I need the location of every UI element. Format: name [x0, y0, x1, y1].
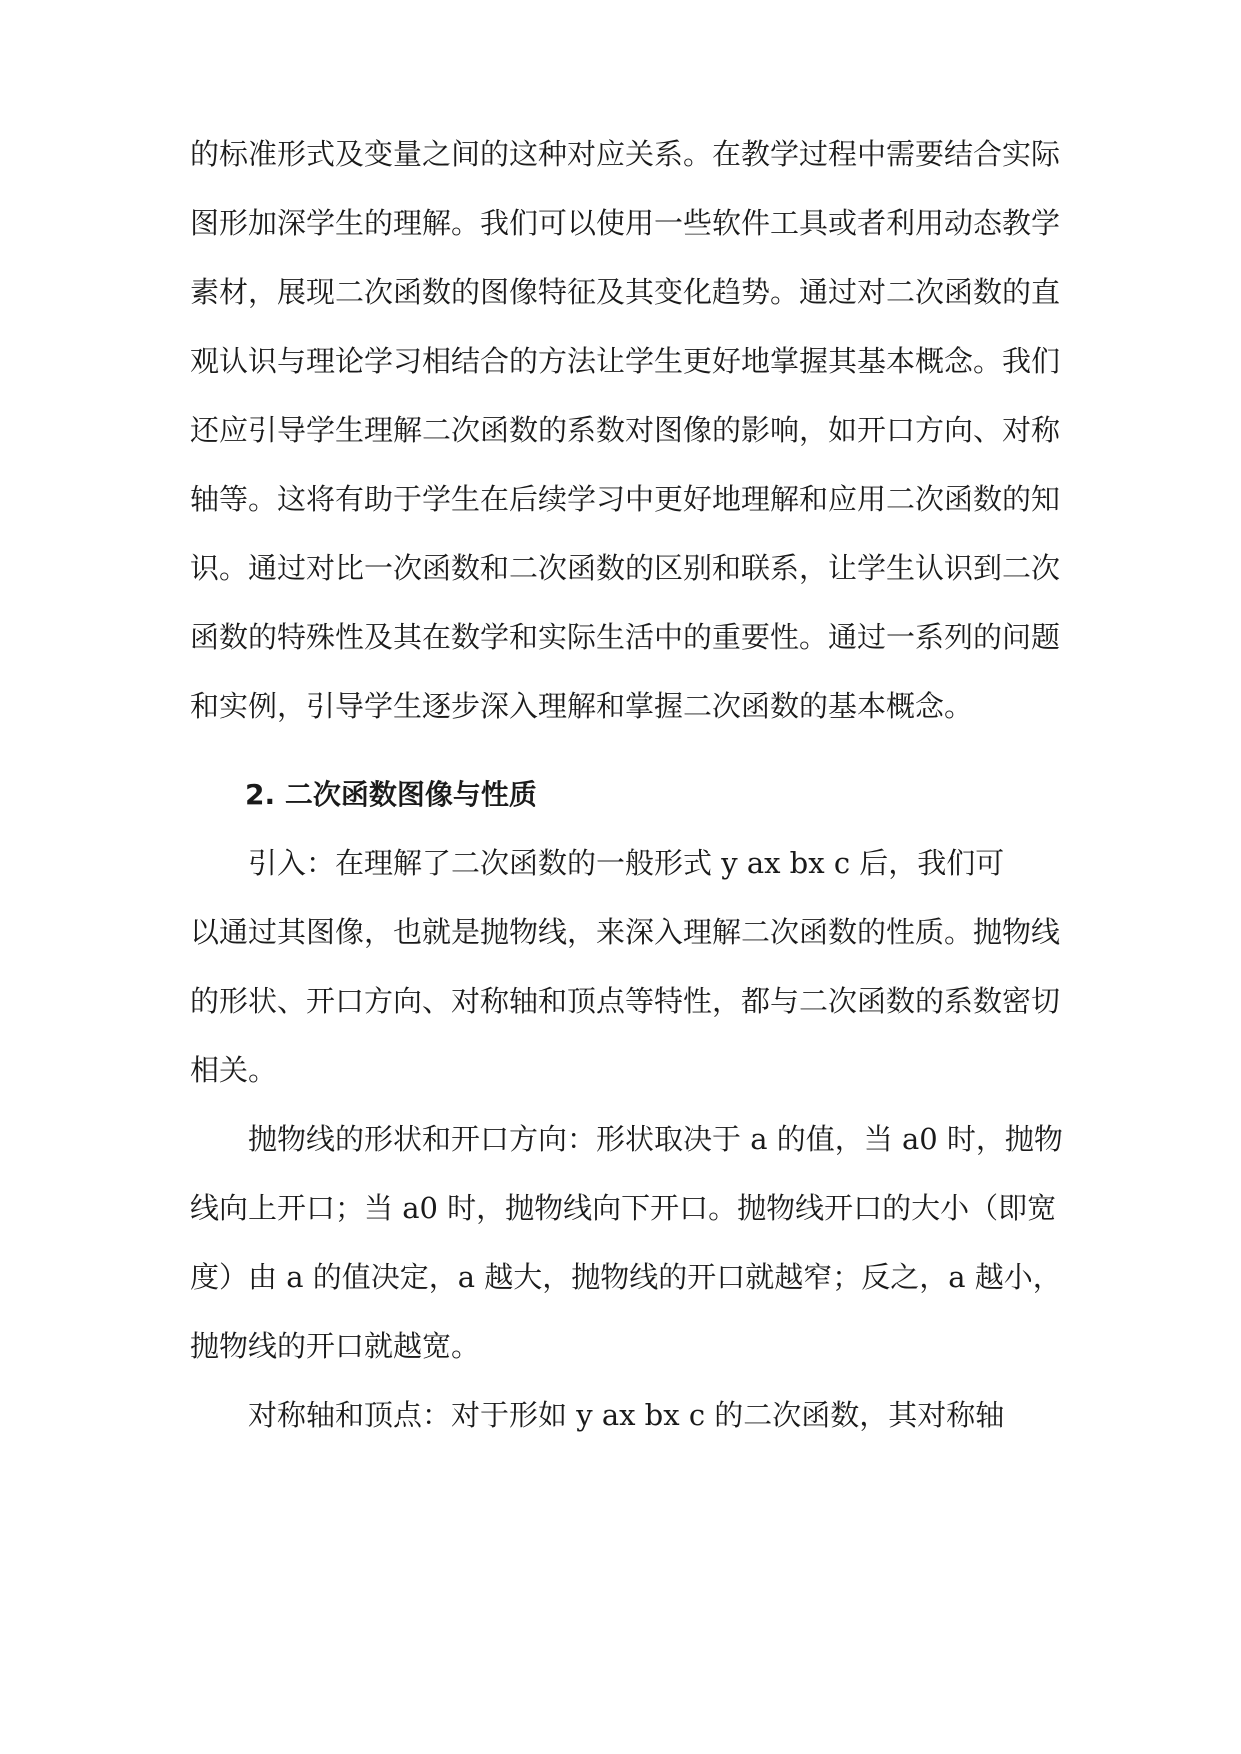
- paragraph-line: 引入：在理解了二次函数的一般形式 y ax bx c 后，我们可: [248, 846, 1005, 880]
- paragraph-line: 的形状、开口方向、对称轴和顶点等特性，都与二次函数的系数密切: [190, 984, 1061, 1018]
- paragraph-line: 还应引导学生理解二次函数的系数对图像的影响，如开口方向、对称: [190, 413, 1061, 447]
- paragraph-line: 函数的特殊性及其在数学和实际生活中的重要性。通过一系列的问题: [190, 620, 1061, 654]
- paragraph-line: 以通过其图像，也就是抛物线，来深入理解二次函数的性质。抛物线: [190, 915, 1061, 949]
- paragraph-line: 抛物线的开口就越宽。: [190, 1329, 481, 1363]
- paragraph-line: 观认识与理论学习相结合的方法让学生更好地掌握其基本概念。我们: [190, 344, 1061, 378]
- paragraph-line: 度）由 a 的值决定，a 越大，抛物线的开口就越窄；反之，a 越小，: [190, 1260, 1062, 1294]
- paragraph-line: 轴等。这将有助于学生在后续学习中更好地理解和应用二次函数的知: [190, 482, 1061, 516]
- paragraph-line: 抛物线的形状和开口方向：形状取决于 a 的值，当 a0 时，抛物: [248, 1122, 1063, 1156]
- paragraph-line: 的标准形式及变量之间的这种对应关系。在教学过程中需要结合实际: [190, 137, 1061, 171]
- paragraph-line: 相关。: [190, 1053, 278, 1087]
- paragraph-line: 图形加深学生的理解。我们可以使用一些软件工具或者利用动态教学: [190, 206, 1061, 240]
- paragraph-line: 和实例，引导学生逐步深入理解和掌握二次函数的基本概念。: [190, 689, 974, 723]
- paragraph-line: 对称轴和顶点：对于形如 y ax bx c 的二次函数，其对称轴: [248, 1398, 1005, 1432]
- paragraph-line: 素材，展现二次函数的图像特征及其变化趋势。通过对二次函数的直: [190, 275, 1061, 309]
- section-heading: 2. 二次函数图像与性质: [245, 778, 537, 811]
- paragraph-line: 线向上开口；当 a0 时，抛物线向下开口。抛物线开口的大小（即宽: [190, 1191, 1057, 1225]
- paragraph-line: 识。通过对比一次函数和二次函数的区别和联系，让学生认识到二次: [190, 551, 1061, 585]
